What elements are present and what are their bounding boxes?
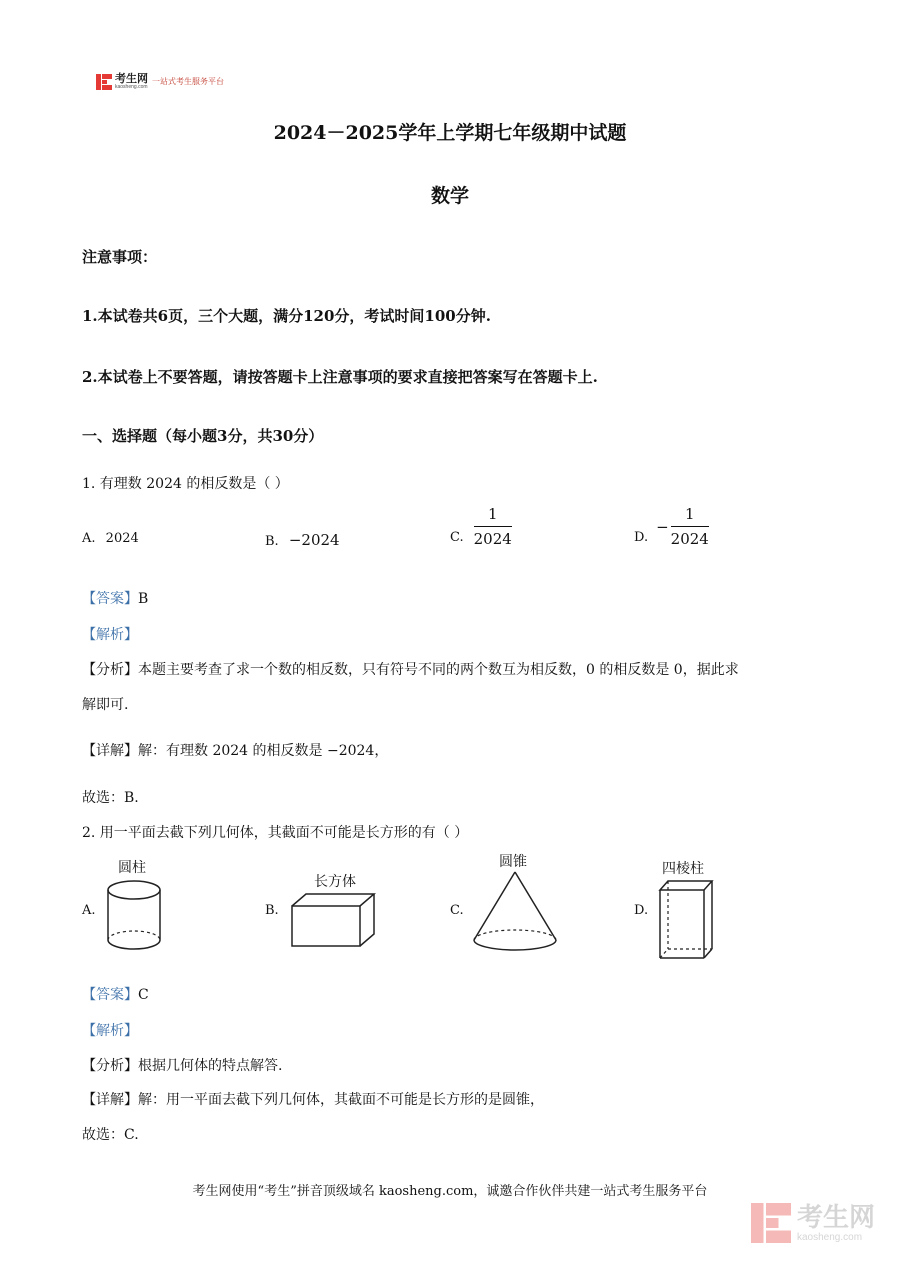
logo-slogan: 一站式考生服务平台 <box>152 77 224 86</box>
q1-answer-value: B <box>138 591 149 607</box>
fenxi-tag: 【分析】 <box>82 662 138 678</box>
brand-logo <box>96 73 224 90</box>
q1-option-a <box>82 531 139 546</box>
q2-stem: 2. 用一平面去截下列几何体，其截面不可能是长方形的有（ ） <box>82 825 469 841</box>
exam-title: 2024－2025学年上学期七年级期中试题 <box>273 122 627 144</box>
watermark <box>751 1203 875 1243</box>
q2-analysis-tag: 【解析】 <box>82 1023 138 1039</box>
q2-choose: 故选：C. <box>82 1127 139 1143</box>
watermark-name: 考生网 <box>796 1202 875 1233</box>
detail-tag: 【详解】 <box>82 743 138 759</box>
q2-fenxi <box>82 1055 282 1075</box>
cuboid-figure <box>288 890 378 952</box>
q1-option-c-fraction <box>474 505 512 548</box>
q1-fenxi-line2: 解即可. <box>82 697 129 713</box>
q2-option-b-shape-name: 长方体 <box>314 874 356 890</box>
cone-figure <box>470 870 560 956</box>
q1-analysis-tag: 【解析】 <box>82 627 138 643</box>
section-heading: 一、选择题（每小题3分，共30分） <box>82 427 324 445</box>
q1-detail <box>82 740 388 760</box>
q2-option-d-shape-name: 四棱柱 <box>662 861 704 877</box>
q1-option-b-label: B. <box>265 534 279 549</box>
q1-option-c-label: C. <box>450 530 464 545</box>
q1-fenxi-text: 本题主要考查了求一个数的相反数，只有符号不同的两个数互为相反数，0 的相反数是 0，据此求 <box>138 662 739 678</box>
cylinder-figure <box>104 878 164 954</box>
q1-option-c-numerator: 1 <box>487 505 498 523</box>
detail-tag: 【详解】 <box>82 1092 138 1108</box>
logo-text <box>115 73 148 90</box>
q2-answer-value: C <box>138 987 149 1003</box>
fraction-bar <box>474 526 512 527</box>
q1-option-b-value: −2024 <box>288 531 340 549</box>
q1-option-d-sign: − <box>656 517 669 536</box>
q1-stem: 1. 有理数 2024 的相反数是（ ） <box>82 476 289 492</box>
watermark-domain: kaosheng.com <box>796 1231 863 1243</box>
logo-mark-icon <box>96 74 112 90</box>
notice-item-2: 2.本试卷上不要答题，请按答题卡上注意事项的要求直接把答案写在答题卡上. <box>82 368 598 386</box>
q2-option-a-label: A. <box>82 903 96 918</box>
q2-answer <box>82 984 149 1004</box>
q2-option-a-shape-name: 圆柱 <box>118 860 146 876</box>
fenxi-tag: 【分析】 <box>82 1058 138 1074</box>
prism-figure <box>656 878 716 962</box>
q1-answer <box>82 588 148 608</box>
q2-detail-text: 解：用一平面去截下列几何体，其截面不可能是长方形的是圆锥， <box>138 1092 544 1108</box>
fraction-bar <box>671 526 709 527</box>
notice-heading: 注意事项： <box>82 248 158 266</box>
q1-fenxi <box>82 659 739 679</box>
q1-choose: 故选：B. <box>82 790 139 806</box>
q2-option-c-shape-name: 圆锥 <box>499 854 527 870</box>
q1-detail-text: 解：有理数 2024 的相反数是 −2024， <box>138 743 389 759</box>
q1-option-a-value: 2024 <box>105 531 139 546</box>
page-footer: 考生网使用“考生”拼音顶级域名 kaosheng.com，诚邀合作伙伴共建一站式考生服务平台 <box>192 1184 708 1199</box>
q1-option-d-fraction <box>671 505 709 548</box>
q1-option-d-denominator: 2024 <box>670 530 709 548</box>
notice-item-1: 1.本试卷共6页，三个大题，满分120分，考试时间100分钟. <box>82 307 491 325</box>
watermark-logo-icon <box>751 1203 791 1243</box>
q1-option-b <box>265 531 340 549</box>
q2-option-b-label: B. <box>265 903 279 918</box>
q1-option-d-numerator: 1 <box>684 505 695 523</box>
q2-fenxi-text: 根据几何体的特点解答. <box>138 1058 283 1074</box>
q1-option-a-label: A. <box>82 531 96 546</box>
exam-subject: 数学 <box>430 185 469 207</box>
answer-tag: 【答案】 <box>82 591 138 607</box>
q1-option-c-denominator: 2024 <box>473 530 512 548</box>
logo-name: 考生网 <box>115 72 148 85</box>
q1-option-d <box>634 505 709 548</box>
logo-domain: kaosheng.com <box>115 84 148 90</box>
q2-option-c-label: C. <box>450 903 464 918</box>
q2-option-d-label: D. <box>634 903 649 918</box>
q2-detail <box>82 1089 544 1109</box>
q1-option-d-label: D. <box>634 530 649 545</box>
q1-option-c <box>450 505 512 548</box>
answer-tag: 【答案】 <box>82 987 138 1003</box>
